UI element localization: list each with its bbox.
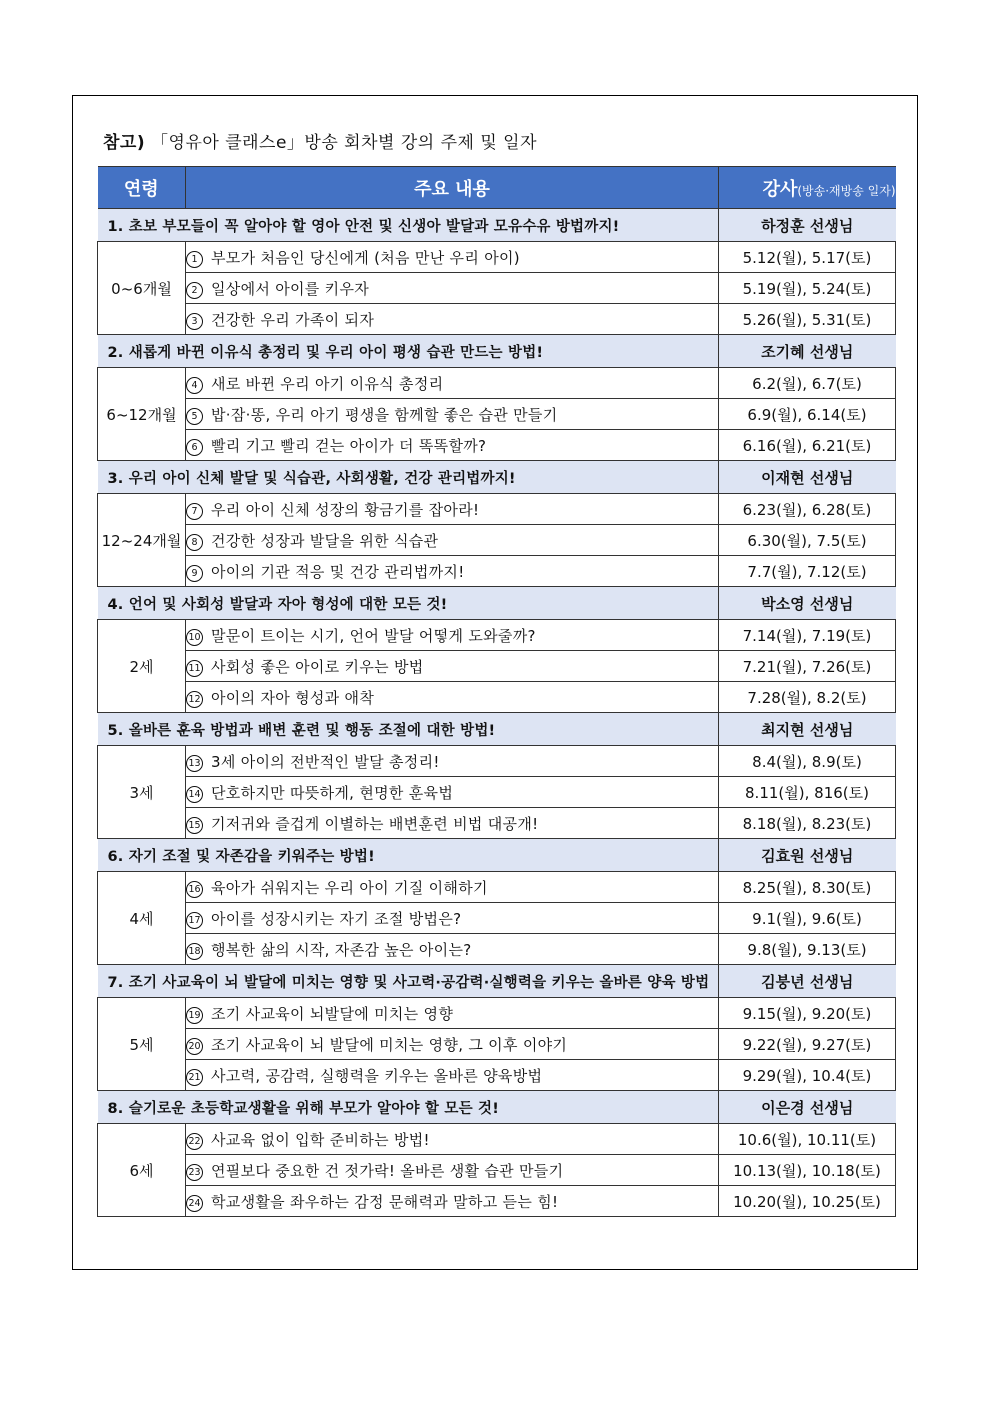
broadcast-dates: 6.9(월), 6.14(토)	[719, 399, 896, 430]
lesson-title: 건강한 우리 가족이 되자	[211, 310, 375, 329]
lesson-row	[98, 1155, 896, 1186]
age-group-cell: 6세	[98, 1124, 186, 1217]
lesson-cell	[186, 1186, 719, 1217]
lesson-title: 건강한 성장과 발달을 위한 식습관	[211, 531, 439, 550]
lesson-number-badge: 4	[186, 377, 203, 394]
lesson-row	[98, 368, 896, 399]
broadcast-dates: 9.8(월), 9.13(토)	[719, 934, 896, 965]
lesson-row	[98, 430, 896, 461]
lesson-row	[98, 1124, 896, 1155]
section-header-row	[98, 1091, 896, 1124]
lesson-cell	[186, 620, 719, 651]
lesson-cell	[186, 430, 719, 461]
lesson-number-badge: 2	[186, 282, 203, 299]
age-group-cell: 4세	[98, 872, 186, 965]
section-title: 2. 새롭게 바뀐 이유식 총정리 및 우리 아이 평생 습관 만드는 방법!	[98, 335, 719, 368]
lesson-number-badge: 9	[186, 565, 203, 582]
age-group-cell: 6~12개월	[98, 368, 186, 461]
section-lecturer: 박소영 선생님	[719, 587, 896, 620]
lesson-number-badge: 12	[186, 691, 203, 708]
section-title: 5. 올바른 훈육 방법과 배변 훈련 및 행동 조절에 대한 방법!	[98, 713, 719, 746]
lesson-title: 아이를 성장시키는 자기 조절 방법은?	[211, 909, 462, 928]
broadcast-dates: 9.15(월), 9.20(토)	[719, 998, 896, 1029]
lesson-title: 학교생활을 좌우하는 감정 문해력과 말하고 듣는 힘!	[211, 1192, 559, 1211]
section-title: 4. 언어 및 사회성 발달과 자아 형성에 대한 모든 것!	[98, 587, 719, 620]
lesson-number-badge: 1	[186, 251, 203, 268]
lesson-title: 일상에서 아이를 키우자	[211, 279, 370, 298]
lesson-title: 사교육 없이 입학 준비하는 방법!	[211, 1130, 430, 1149]
broadcast-dates: 8.4(월), 8.9(토)	[719, 746, 896, 777]
broadcast-dates: 10.13(월), 10.18(토)	[719, 1155, 896, 1186]
lesson-title: 사회성 좋은 아이로 키우는 방법	[211, 657, 424, 676]
broadcast-dates: 6.2(월), 6.7(토)	[719, 368, 896, 399]
lesson-cell	[186, 998, 719, 1029]
section-header-row	[98, 209, 896, 242]
lesson-cell	[186, 903, 719, 934]
section-lecturer: 이은경 선생님	[719, 1091, 896, 1124]
broadcast-dates: 10.20(월), 10.25(토)	[719, 1186, 896, 1217]
lesson-number-badge: 3	[186, 313, 203, 330]
lesson-title: 빨리 기고 빨리 걷는 아이가 더 똑똑할까?	[211, 436, 487, 455]
lesson-row	[98, 651, 896, 682]
lesson-cell	[186, 494, 719, 525]
lesson-cell	[186, 242, 719, 273]
lesson-title: 조기 사교육이 뇌 발달에 미치는 영향, 그 이후 이야기	[211, 1035, 568, 1054]
lesson-cell	[186, 399, 719, 430]
lesson-title: 아이의 기관 적응 및 건강 관리법까지!	[211, 562, 465, 581]
page-heading	[103, 128, 537, 153]
lesson-number-badge: 11	[186, 660, 203, 677]
lesson-row	[98, 242, 896, 273]
section-title: 3. 우리 아이 신체 발달 및 식습관, 사회생활, 건강 관리법까지!	[98, 461, 719, 494]
broadcast-dates: 10.6(월), 10.11(토)	[719, 1124, 896, 1155]
section-header-row	[98, 965, 896, 998]
lesson-row	[98, 682, 896, 713]
lesson-row	[98, 903, 896, 934]
lesson-number-badge: 13	[186, 755, 203, 772]
section-header-row	[98, 713, 896, 746]
broadcast-dates: 9.29(월), 10.4(토)	[719, 1060, 896, 1091]
lesson-row	[98, 556, 896, 587]
lesson-cell	[186, 1124, 719, 1155]
lesson-number-badge: 24	[186, 1195, 203, 1212]
lesson-cell	[186, 273, 719, 304]
lesson-number-badge: 10	[186, 629, 203, 646]
section-lecturer: 김효원 선생님	[719, 839, 896, 872]
broadcast-dates: 5.12(월), 5.17(토)	[719, 242, 896, 273]
lesson-row	[98, 998, 896, 1029]
age-group-cell: 0~6개월	[98, 242, 186, 335]
header-row	[98, 167, 896, 209]
lesson-title: 우리 아이 신체 성장의 황금기를 잡아라!	[211, 500, 480, 519]
section-lecturer: 조기혜 선생님	[719, 335, 896, 368]
lesson-number-badge: 6	[186, 439, 203, 456]
lesson-cell	[186, 1029, 719, 1060]
broadcast-dates: 8.11(월), 816(토)	[719, 777, 896, 808]
lesson-cell	[186, 746, 719, 777]
lesson-number-badge: 22	[186, 1133, 203, 1150]
lecturer-header-sub: (방송·재방송 일자)	[797, 183, 896, 198]
lesson-title: 말문이 트이는 시기, 언어 발달 어떻게 도와줄까?	[211, 626, 536, 645]
lesson-number-badge: 5	[186, 408, 203, 425]
lesson-number-badge: 8	[186, 534, 203, 551]
lesson-number-badge: 23	[186, 1164, 203, 1181]
section-header-row	[98, 587, 896, 620]
lesson-number-badge: 14	[186, 786, 203, 803]
lesson-number-badge: 21	[186, 1069, 203, 1086]
lesson-title: 3세 아이의 전반적인 발달 총정리!	[211, 752, 440, 771]
lesson-cell	[186, 872, 719, 903]
lesson-row	[98, 304, 896, 335]
age-column-header: 연령	[98, 167, 186, 209]
schedule-body	[98, 209, 896, 1217]
lesson-row	[98, 777, 896, 808]
age-group-cell: 12~24개월	[98, 494, 186, 587]
lesson-title: 기저귀와 즐겁게 이별하는 배변훈련 비법 대공개!	[211, 814, 539, 833]
lesson-title: 아이의 자아 형성과 애착	[211, 688, 375, 707]
section-lecturer: 이재현 선생님	[719, 461, 896, 494]
lesson-row	[98, 808, 896, 839]
broadcast-dates: 8.18(월), 8.23(토)	[719, 808, 896, 839]
section-title: 6. 자기 조절 및 자존감을 키워주는 방법!	[98, 839, 719, 872]
heading-label: 참고)	[103, 133, 146, 153]
lesson-cell	[186, 1155, 719, 1186]
section-lecturer: 최지현 선생님	[719, 713, 896, 746]
lesson-title: 단호하지만 따뜻하게, 현명한 훈육법	[211, 783, 454, 802]
section-header-row	[98, 335, 896, 368]
lecturer-column-header	[719, 167, 896, 209]
lesson-number-badge: 19	[186, 1007, 203, 1024]
section-header-row	[98, 839, 896, 872]
lesson-row	[98, 934, 896, 965]
age-group-cell: 3세	[98, 746, 186, 839]
lesson-title: 조기 사교육이 뇌발달에 미치는 영향	[211, 1004, 454, 1023]
lesson-row	[98, 494, 896, 525]
lesson-cell	[186, 777, 719, 808]
lesson-row	[98, 1029, 896, 1060]
lesson-row	[98, 1060, 896, 1091]
lesson-cell	[186, 808, 719, 839]
lesson-row	[98, 620, 896, 651]
lesson-number-badge: 17	[186, 912, 203, 929]
lesson-number-badge: 16	[186, 881, 203, 898]
broadcast-dates: 7.28(월), 8.2(토)	[719, 682, 896, 713]
heading-text: 「영유아 클래스e」방송 회차별 강의 주제 및 일자	[151, 133, 538, 153]
broadcast-dates: 5.26(월), 5.31(토)	[719, 304, 896, 335]
broadcast-dates: 8.25(월), 8.30(토)	[719, 872, 896, 903]
lesson-row	[98, 273, 896, 304]
broadcast-dates: 6.23(월), 6.28(토)	[719, 494, 896, 525]
broadcast-dates: 6.30(월), 7.5(토)	[719, 525, 896, 556]
broadcast-dates: 7.21(월), 7.26(토)	[719, 651, 896, 682]
broadcast-dates: 7.7(월), 7.12(토)	[719, 556, 896, 587]
lesson-title: 새로 바뀐 우리 아기 이유식 총정리	[211, 374, 444, 393]
schedule-table	[97, 166, 896, 1217]
broadcast-dates: 6.16(월), 6.21(토)	[719, 430, 896, 461]
section-title: 7. 조기 사교육이 뇌 발달에 미치는 영향 및 사고력·공감력·실행력을 키우는 올바른 양육 방법	[98, 965, 719, 998]
age-group-cell: 2세	[98, 620, 186, 713]
lesson-title: 연필보다 중요한 건 젓가락! 올바른 생활 습관 만들기	[211, 1161, 564, 1180]
lesson-cell	[186, 934, 719, 965]
lesson-number-badge: 7	[186, 503, 203, 520]
broadcast-dates: 9.22(월), 9.27(토)	[719, 1029, 896, 1060]
broadcast-dates: 7.14(월), 7.19(토)	[719, 620, 896, 651]
lesson-row	[98, 399, 896, 430]
content-column-header: 주요 내용	[186, 167, 719, 209]
section-lecturer: 김붕년 선생님	[719, 965, 896, 998]
lesson-title: 사고력, 공감력, 실행력을 키우는 올바른 양육방법	[211, 1066, 543, 1085]
lesson-number-badge: 15	[186, 817, 203, 834]
lesson-title: 육아가 쉬워지는 우리 아이 기질 이해하기	[211, 878, 488, 897]
lesson-cell	[186, 525, 719, 556]
lesson-row	[98, 872, 896, 903]
lecturer-header-label: 강사	[762, 178, 798, 200]
lesson-title: 행복한 삶의 시작, 자존감 높은 아이는?	[211, 940, 472, 959]
section-title: 8. 슬기로운 초등학교생활을 위해 부모가 알아야 할 모든 것!	[98, 1091, 719, 1124]
lesson-row	[98, 525, 896, 556]
section-title: 1. 초보 부모들이 꼭 알아야 할 영아 안전 및 신생아 발달과 모유수유 방법까지!	[98, 209, 719, 242]
lesson-cell	[186, 556, 719, 587]
lesson-cell	[186, 1060, 719, 1091]
lesson-title: 밥·잠·똥, 우리 아기 평생을 함께할 좋은 습관 만들기	[211, 405, 558, 424]
section-header-row	[98, 461, 896, 494]
lesson-title: 부모가 처음인 당신에게 (처음 만난 우리 아이)	[211, 248, 520, 267]
lesson-cell	[186, 368, 719, 399]
section-lecturer: 하정훈 선생님	[719, 209, 896, 242]
lesson-row	[98, 746, 896, 777]
lesson-cell	[186, 682, 719, 713]
age-group-cell: 5세	[98, 998, 186, 1091]
lesson-cell	[186, 304, 719, 335]
lesson-number-badge: 20	[186, 1038, 203, 1055]
lesson-number-badge: 18	[186, 943, 203, 960]
lesson-cell	[186, 651, 719, 682]
broadcast-dates: 5.19(월), 5.24(토)	[719, 273, 896, 304]
lesson-row	[98, 1186, 896, 1217]
broadcast-dates: 9.1(월), 9.6(토)	[719, 903, 896, 934]
